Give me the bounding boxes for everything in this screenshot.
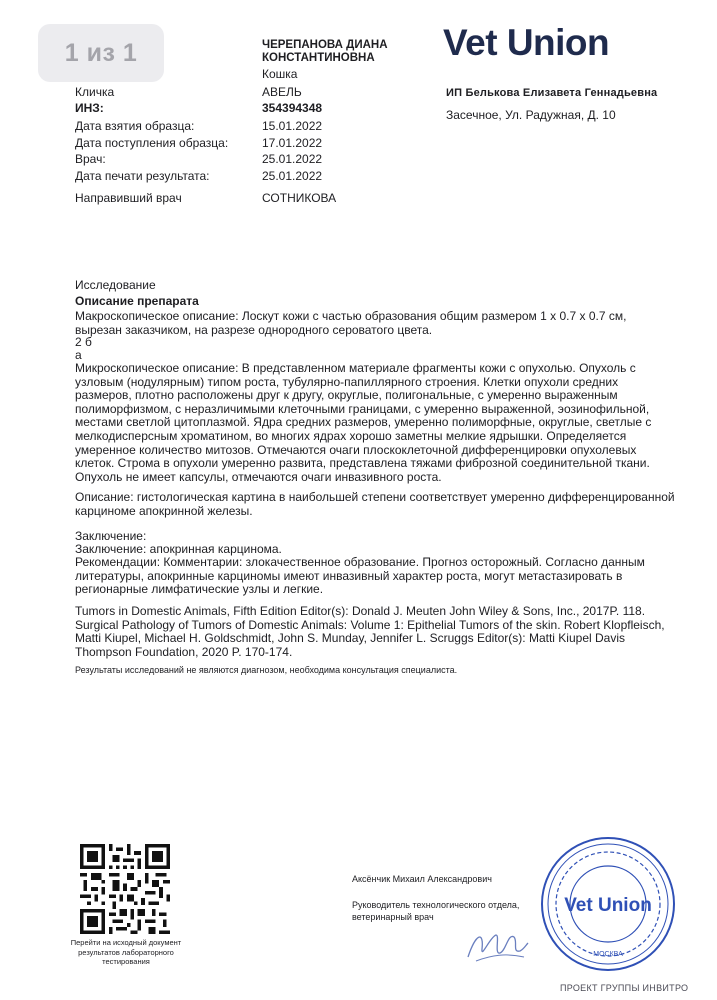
stamp-logo-text: Vet Union	[564, 895, 652, 916]
clinic-address: Засечное, Ул. Радужная, Д. 10	[446, 108, 616, 122]
field-value-inz: 354394348	[262, 101, 323, 115]
field-value-print-date: 25.01.2022	[262, 169, 323, 183]
vet-union-logo: Vet Union	[443, 22, 610, 63]
clinic-stamp-icon	[538, 834, 678, 974]
signer-name: Аксёнчик Михаил Александрович	[352, 874, 492, 884]
study-label: Исследование	[75, 278, 156, 292]
clinic-name: ИП Белькова Елизавета Геннадьевна	[446, 87, 658, 99]
field-label-print-date: Дата печати результата:	[75, 169, 210, 183]
cassette-sub: а	[75, 348, 82, 362]
signature-icon	[462, 923, 532, 967]
stamp-city-text: МОСКВА	[593, 951, 623, 958]
cassette-code: 2 б	[75, 335, 92, 349]
disclaimer: Результаты исследований не являются диагнозом, необходима консультация специалиста.	[75, 665, 458, 675]
field-value-nickname: АВЕЛЬ	[262, 85, 302, 99]
project-line: ПРОЕКТ ГРУППЫ ИНВИТРО	[560, 983, 689, 993]
field-label-nickname: Кличка	[75, 85, 115, 99]
section-title: Описание препарата	[75, 294, 199, 308]
species: Кошка	[262, 67, 298, 81]
conclusion-label: Заключение:	[75, 529, 147, 543]
recommendation: Рекомендации: Комментарии: злокачественное образование. Прогноз осторожный. Согласно данным литературы, апокринные карциномы имеют инвазивный характер роста, могут метастазировать в регионарные лимфатические узлы и легкие.	[75, 555, 645, 597]
description: Описание: гистологическая картина в наибольшей степени соответствует умеренно дифференцированной карциноме апокринной железы.	[75, 490, 675, 518]
field-label-received-date: Дата поступления образца:	[75, 136, 229, 150]
field-value-doctor: 25.01.2022	[262, 152, 323, 166]
qr-code-icon[interactable]	[80, 844, 170, 934]
field-value-sample-date: 15.01.2022	[262, 119, 323, 133]
field-label-referring-doctor: Направивший врач	[75, 191, 182, 205]
owner-name: ЧЕРЕПАНОВА ДИАНА КОНСТАНТИНОВНА	[262, 39, 388, 64]
micro-description: Микроскопическое описание: В представленном материале фрагменты кожи с опухолью. Опухоль с узловым (нодулярным) типом роста, тубулярно-папиллярного строения. Клетки опухоли средних размеров, плотно расположены друг к другу, округлые, полигональные, с умеренно выраженным полиморфизмом, с неразличимыми клеточными границами, с умеренно выраженной, эозинофильной, местами светлой цитоплазмой. Ядра средних размеров, умеренно полиморфные, округлые, светлые с мелкодисперсным хроматином, во многих ядрах хорошо заметны мелкие ядрышки. Определяется умеренное количество митозов. Отмечаются очаги плоскоклеточной дифференцировки опухолевых клеток. Строма в опухоли умеренно развита, представлена тяжами фиброзной соединительной ткани. Опухоль не имеет капсулы, отмечаются очаги инвазивного роста.	[75, 361, 652, 484]
signer-title: Руководитель технологического отдела, ветеринарный врач	[352, 900, 520, 922]
qr-caption: Перейти на исходный документ результатов лабораторного тестирования	[70, 938, 182, 966]
field-label-sample-date: Дата взятия образца:	[75, 119, 195, 133]
field-value-received-date: 17.01.2022	[262, 136, 323, 150]
field-value-referring-doctor: СОТНИКОВА	[262, 191, 337, 205]
field-label-inz: ИНЗ:	[75, 101, 104, 115]
references: Tumors in Domestic Animals, Fifth Edition Editor(s): Donald J. Meuten John Wiley & Sons, Inc., 2017P. 118. Surgical Pathology of Tumors of Domestic Animals: Volume 1: Epithelial Tumors of the skin. Robert Klopfleisch, Matti Kiupel, Michael H. Goldschmidt, John S. Munday, Jennifer L. Scruggs Editor(s): Matti Kiupel Davis Thompson Foundation, 2020 P. 170-174.	[75, 604, 665, 659]
macro-description: Макроскопическое описание: Лоскут кожи с частью образования общим размером 1 х 0.7 х 0.7 см, вырезан заказчиком, на разрезе однородного сероватого цвета.	[75, 309, 627, 337]
page-counter-badge: 1 из 1	[38, 24, 164, 82]
conclusion: Заключение: апокринная карцинома.	[75, 542, 282, 556]
field-label-doctor: Врач:	[75, 152, 106, 166]
